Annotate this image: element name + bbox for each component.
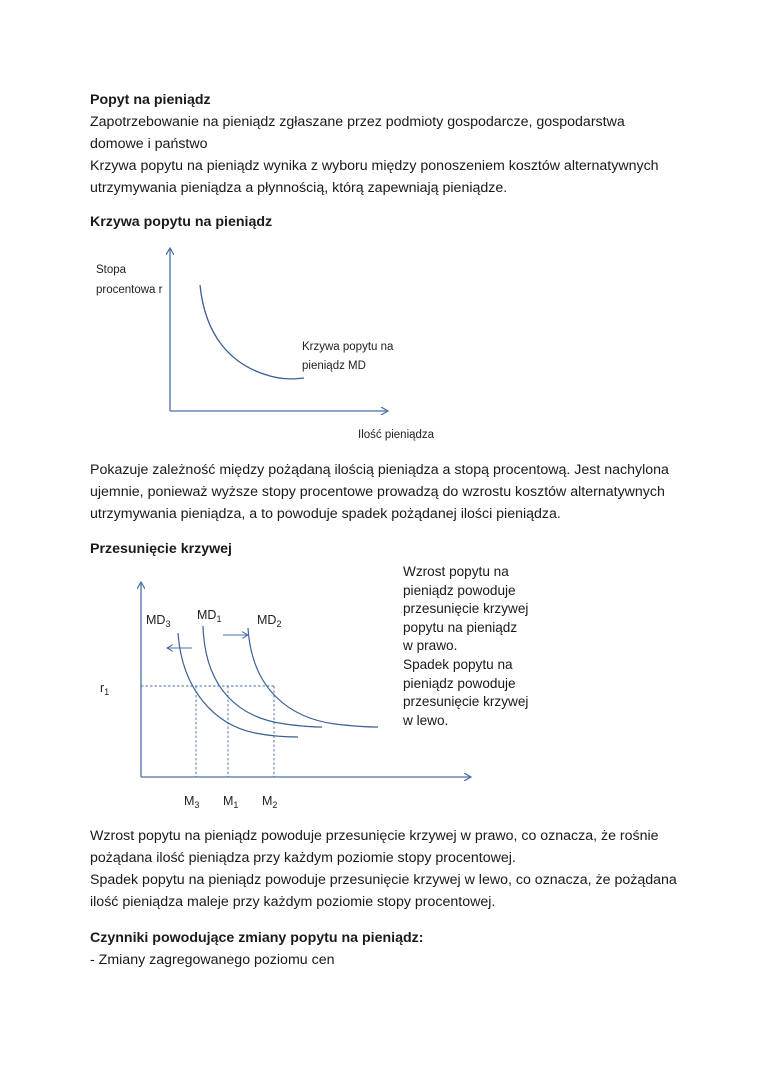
paragraph-line: Wzrost popytu na pieniądz powoduje przesunięcie krzywej w prawo, co oznacza, że rośnie [90,828,659,844]
section-heading-demand-curve: Krzywa popytu na pieniądz [90,214,273,230]
note-line: pieniądz powoduje [403,582,516,598]
m1-label: $M_1$ [223,794,239,810]
curve-md3 [178,633,298,737]
paragraph-line: Pokazuje zależność między pożądaną ilością pieniądza a stopą procentową. Jest nachylona [90,462,669,478]
list-item: - Zmiany zagregowanego poziomu cen [90,952,335,968]
md1-label: $MD_1$ [197,608,222,624]
paragraph-line: Krzywa popytu na pieniądz wynika z wyboru między ponoszeniem kosztów alternatywnych [90,158,659,174]
r1-label: $r_1$ [100,681,110,697]
x-axis-label: Ilość pieniądza [358,429,435,441]
section-heading-factors: Czynniki powodujące zmiany popytu na pieniądz: [90,930,424,946]
paragraph-line: ilość pieniądza maleje przy każdym poziomie stopy procentowej. [90,894,496,910]
note-line: przesunięcie krzywej [403,694,529,710]
curve-label-line1: Krzywa popytu na [302,341,394,353]
paragraph-line: utrzymywania pieniądza, a to powoduje spadek pożądanej ilości pieniądza. [90,506,561,522]
curve-label-line2: pieniądz MD [302,360,366,372]
m3-label: $M_3$ [184,794,200,810]
paragraph-line: domowe i państwo [90,136,208,152]
paragraph-line: pożądana ilość pieniądza przy każdym poziomie stopy procentowej. [90,850,516,866]
paragraph-line: utrzymywania pieniądza a płynnością, którą zapewniają pieniądze. [90,180,508,196]
note-line: Wzrost popytu na [403,564,509,579]
note-line: popytu na pieniądz [403,619,518,635]
note-line: przesunięcie krzywej [403,601,529,617]
md2-label: $MD_2$ [257,613,282,629]
shift-explanation-note [403,563,543,730]
note-line: pieniądz powoduje [403,675,516,691]
note-line: w prawo. [403,638,458,654]
note-line: Spadek popytu na [403,656,513,672]
paragraph-line: Zapotrzebowanie na pieniądz zgłaszane przez podmioty gospodarcze, gospodarstwa [90,114,625,130]
section-heading-curve-shift: Przesunięcie krzywej [90,541,232,557]
md3-label: $MD_3$ [146,613,171,629]
curve-md2 [248,628,378,727]
y-axis-label-line2: procentowa r [96,284,163,296]
curve-md1 [203,626,322,727]
section-heading-money-demand: Popyt na pieniądz [90,92,211,108]
y-axis-label-line1: Stopa [96,264,127,276]
m2-label: $M_2$ [262,794,278,810]
paragraph-line: ujemnie, ponieważ wyższe stopy procentowe prowadzą do wzrostu kosztów alternatywnych [90,484,665,500]
paragraph-line: Spadek popytu na pieniądz powoduje przesunięcie krzywej w lewo, co oznacza, że pożądana [90,872,677,888]
note-line: w lewo. [403,712,449,728]
